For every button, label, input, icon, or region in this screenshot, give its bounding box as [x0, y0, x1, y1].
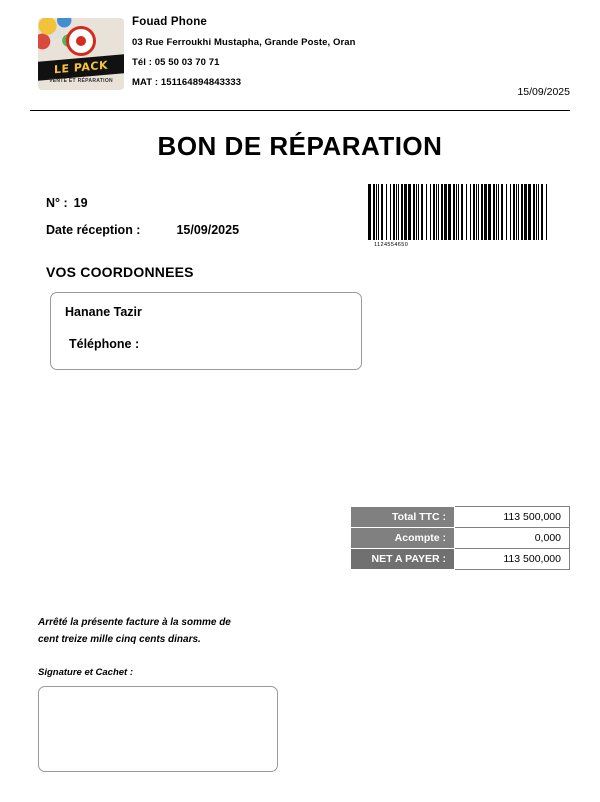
company-phone: Tél : 05 50 03 70 71 — [132, 57, 220, 68]
signature-label: Signature et Cachet : — [38, 667, 134, 678]
reception-date-label: Date réception : — [46, 223, 141, 237]
barcode-number: 1124554650 — [374, 242, 409, 248]
totals-row-value: 113 500,000 — [455, 549, 570, 570]
logo-subtext: VENTE ET RÉPARATION — [49, 78, 113, 84]
order-number-row — [46, 196, 346, 210]
barcode-gap — [547, 184, 550, 240]
company-mat: MAT : 151164894843333 — [132, 77, 242, 88]
signature-box — [38, 686, 278, 772]
barcode-bars — [368, 184, 554, 240]
reception-date-row — [46, 223, 346, 237]
order-number-value: 19 — [73, 196, 88, 210]
company-info — [132, 16, 462, 97]
logo-banner-text: LE PACK — [53, 58, 108, 77]
amount-in-words — [38, 614, 368, 648]
totals-row — [351, 549, 570, 570]
document-header — [30, 14, 570, 104]
totals-row — [351, 507, 570, 528]
header-date: 15/09/2025 — [517, 86, 570, 98]
client-section-title: VOS COORDONNEES — [46, 264, 194, 280]
logo-target-icon — [66, 26, 96, 56]
company-name: Fouad Phone — [132, 16, 208, 28]
totals-table — [350, 506, 570, 570]
page-title: BON DE RÉPARATION — [157, 131, 443, 161]
amount-in-words-line-2: cent treize mille cinq cents dinars. — [38, 634, 201, 645]
company-address: 03 Rue Ferroukhi Mustapha, Grande Poste, Oran — [132, 37, 356, 48]
header-divider — [30, 110, 570, 111]
reception-date-value: 15/09/2025 — [176, 223, 240, 237]
totals-row — [351, 528, 570, 549]
totals-row-label: NET A PAYER : — [351, 549, 455, 570]
barcode — [368, 184, 554, 248]
client-info-box — [50, 292, 362, 370]
amount-in-words-line-1: Arrêté la présente facture à la somme de — [38, 617, 231, 628]
document-meta — [46, 196, 346, 250]
totals-row-label: Acompte : — [351, 528, 455, 549]
totals-row-value: 113 500,000 — [455, 507, 570, 528]
client-name: Hanane Tazir — [65, 305, 142, 319]
totals-row-label: Total TTC : — [351, 507, 455, 528]
client-phone-label: Téléphone : — [69, 337, 140, 351]
order-number-label: N° : — [46, 196, 68, 210]
company-logo — [38, 18, 124, 90]
totals-row-value: 0,000 — [455, 528, 570, 549]
